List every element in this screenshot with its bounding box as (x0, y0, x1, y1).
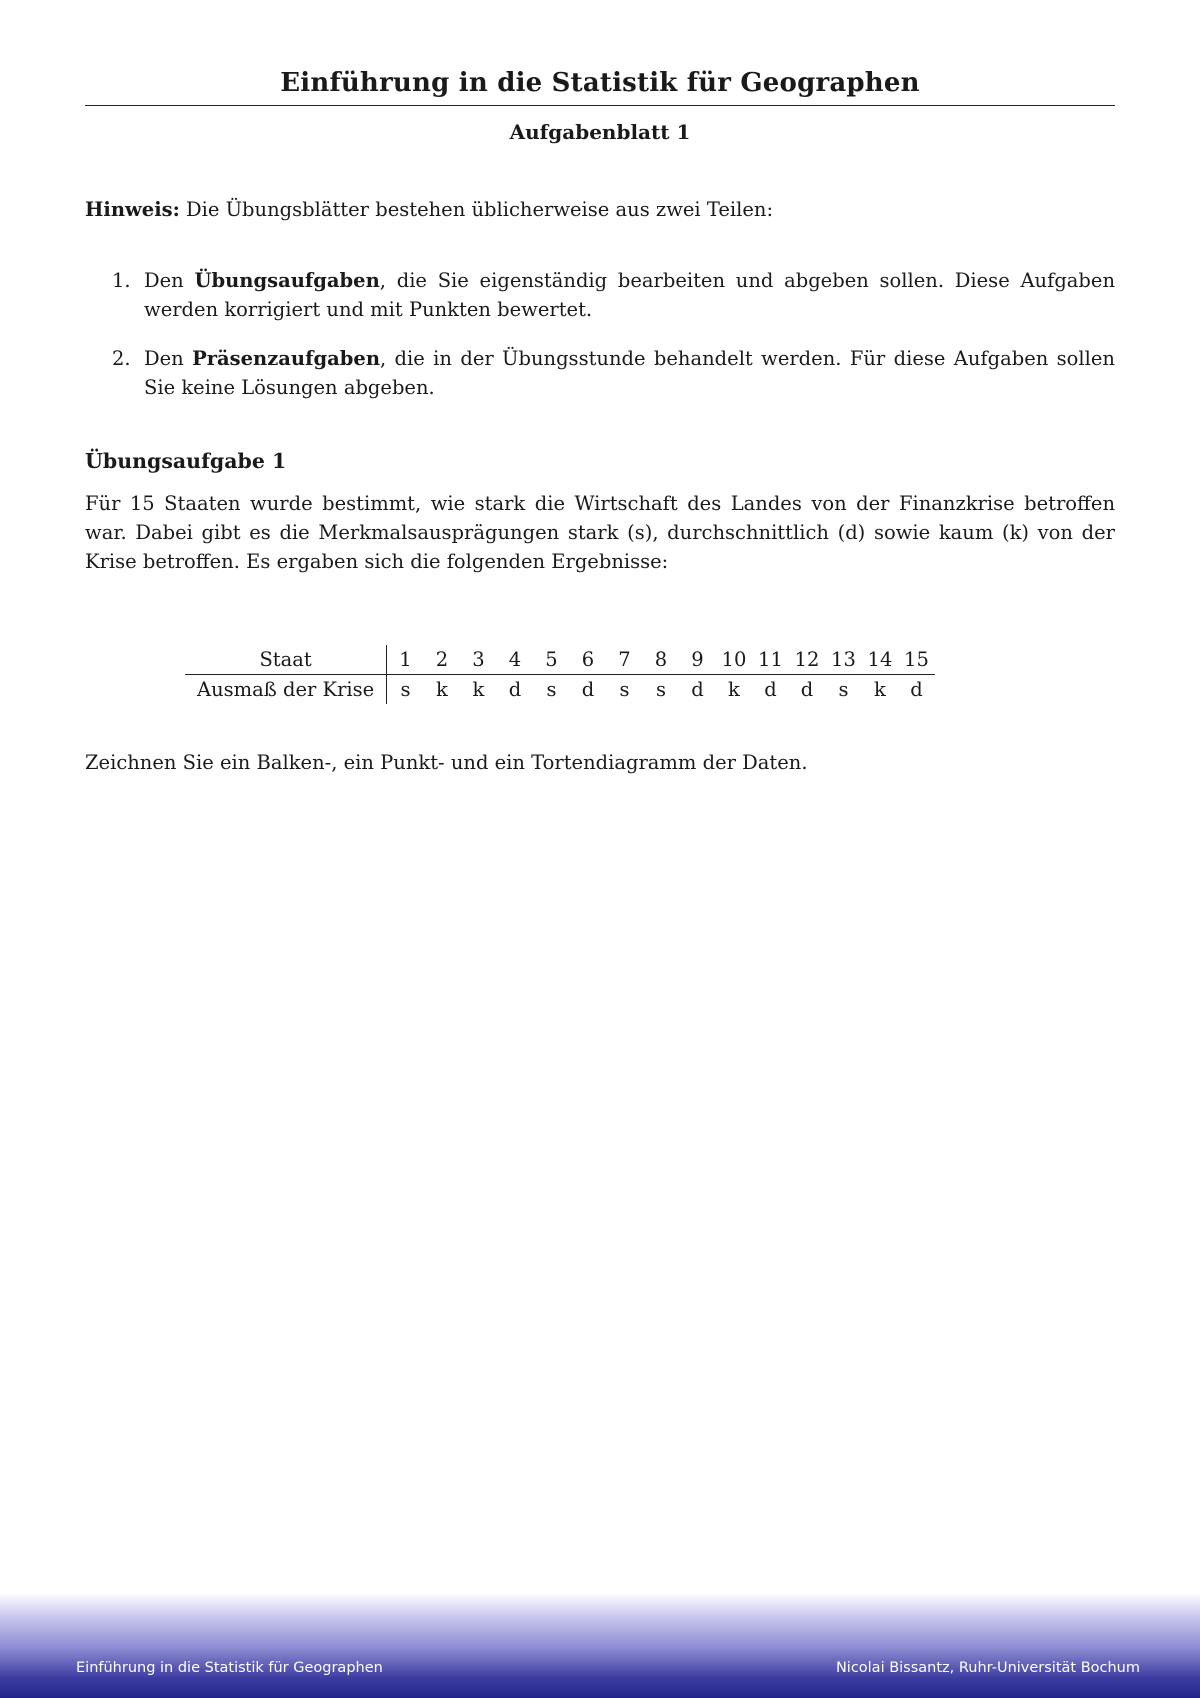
table-cell-value: d (764, 677, 777, 701)
table-cell-state: 15 (898, 645, 935, 675)
table-cell-value: d (508, 677, 522, 701)
footer-course-title: Einführung in die Statistik für Geographen (76, 1660, 383, 1676)
table-cell-value: d (800, 677, 814, 701)
table-cell-value: s (546, 677, 557, 701)
table-cell-state: 4 (497, 645, 534, 675)
list-item-number: 2. (112, 347, 131, 370)
table-cell-state: 2 (424, 645, 461, 675)
list-item-bold: Übungsaufgaben (194, 269, 380, 292)
footer-bar (0, 1593, 1200, 1698)
list-item-text: , die Sie eigenständig bearbeiten und abgeben sollen. Diese Aufgaben werden korrigiert und mit Punkten bewertet. (144, 269, 1116, 321)
table-cell-value: d (910, 677, 923, 701)
footer-author: Nicolai Bissantz, Ruhr-Universität Bochum (835, 1660, 1140, 1676)
list-item-text: , die in der Übungsstunde behandelt werden. Für diese Aufgaben sollen Sie keine Lösungen abgeben. (144, 347, 1115, 399)
table-cell-value: d (691, 677, 704, 701)
hint-paragraph (85, 195, 1115, 224)
table-cell-value: s (838, 677, 849, 701)
list-item-number: 1. (112, 269, 131, 292)
title-rule (85, 105, 1115, 106)
table-cell-state: 13 (825, 645, 862, 675)
table-cell-state: 8 (643, 645, 680, 675)
list-item (85, 344, 1115, 402)
table-cell-value: s (655, 677, 666, 701)
document-title: Einführung in die Statistik für Geographen (280, 68, 920, 98)
table-row-label-crisis: Ausmaß der Krise (185, 675, 387, 705)
table-cell-state: 1 (387, 645, 424, 675)
table-cell-state: 12 (789, 645, 826, 675)
table-cell-state: 5 (533, 645, 570, 675)
data-table (185, 645, 935, 704)
table-cell-value: s (619, 677, 630, 701)
table-cell-state: 14 (862, 645, 899, 675)
table-cell-state: 7 (606, 645, 643, 675)
list-item (85, 266, 1115, 324)
table-cell-value: k (728, 677, 740, 701)
table-row-values (185, 675, 935, 705)
table-cell-value: s (400, 677, 411, 701)
table-row-label-state: Staat (185, 645, 387, 675)
table-cell-state: 6 (570, 645, 607, 675)
table-row-states (185, 645, 935, 675)
list-item-prefix: Den (144, 347, 193, 370)
enumerated-list (85, 266, 1115, 422)
table-cell-state: 3 (460, 645, 497, 675)
table-cell-value: k (436, 677, 448, 701)
table-cell-value: k (874, 677, 886, 701)
list-item-prefix: Den (144, 269, 195, 292)
table-cell-state: 9 (679, 645, 716, 675)
hint-label: Hinweis: (85, 198, 180, 221)
task-text: Zeichnen Sie ein Balken-, ein Punkt- und ein Tortendiagramm der Daten. (85, 751, 808, 774)
table-cell-value: k (472, 677, 485, 701)
sheet-subtitle: Aufgabenblatt 1 (509, 120, 691, 144)
exercise-text: Für 15 Staaten wurde bestimmt, wie stark die Wirtschaft des Landes von der Finanzkrise betroffen war. Dabei gibt es die Merkmalsausprägungen stark (s), durchschnittlich (d) sowie kaum (k) von der Krise betroffen. Es ergaben sich die folgenden Ergebnisse: (85, 492, 1115, 573)
list-item-bold: Präsenzaufgaben (192, 347, 380, 370)
table-cell-value: d (581, 677, 595, 701)
table-cell-state: 11 (752, 645, 789, 675)
table-cell-state: 10 (716, 645, 753, 675)
hint-text: Die Übungsblätter bestehen üblicherweise aus zwei Teilen: (179, 198, 774, 221)
exercise-heading: Übungsaufgabe 1 (85, 449, 287, 473)
